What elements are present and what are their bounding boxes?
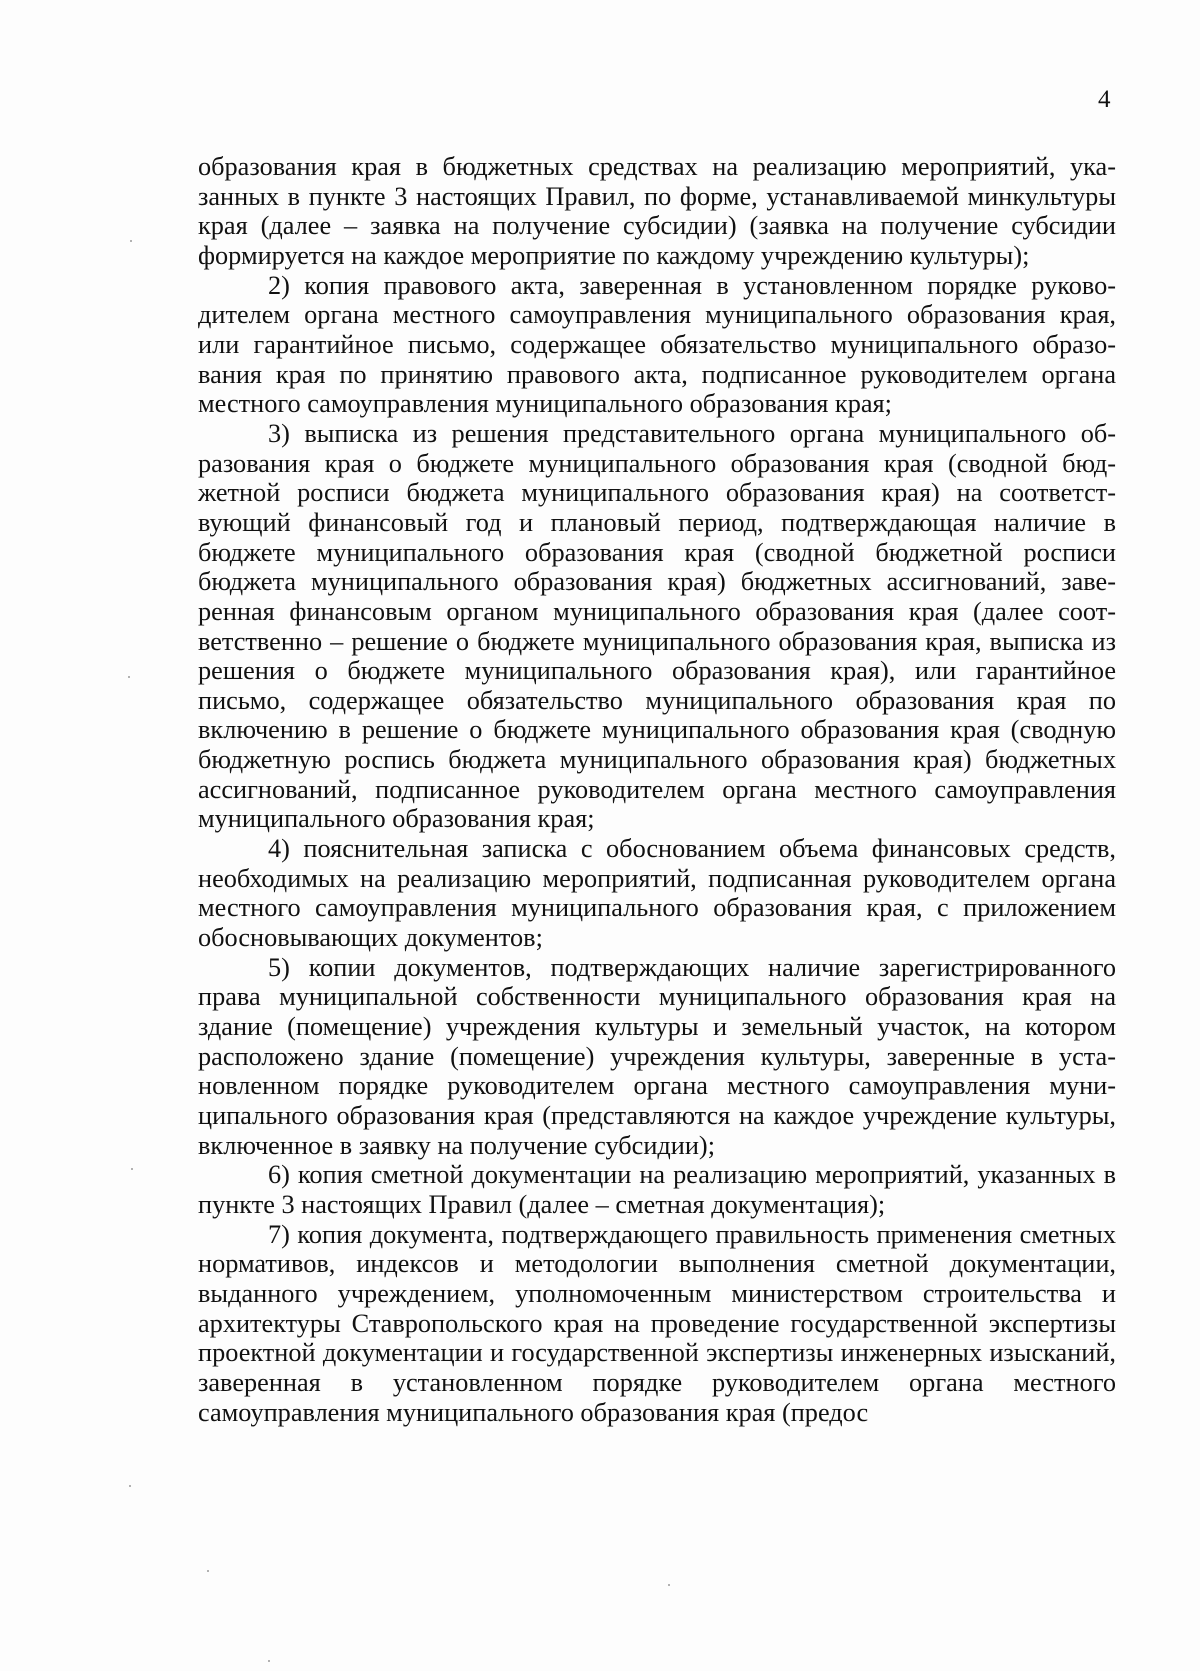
- scan-speck: [131, 1168, 133, 1170]
- scan-speck: [130, 240, 132, 242]
- document-body: [198, 152, 1116, 1427]
- scan-speck: [129, 1485, 131, 1487]
- scan-speck: [268, 1660, 270, 1662]
- paragraph-item-5: 5) копии документов, подтверждающих наличие зарегистрированного права муниципальной собственности муниципального образования края на здание (помещение) учреждения культуры и земельный участок, на котором расположено здание (помещение) учреждения культуры, заверенные в установленном порядке руководителем органа местного самоуправления муниципального образования края (представляются на каждое учреждение культуры, включенное в заявку на получение субсидии);: [198, 952, 1116, 1160]
- paragraph-item-3: 3) выписка из решения представительного органа муниципального образования края о бюджете муниципального образования края (сводной бюджетной росписи бюджета муниципального образования края) на соответствующий финансовый год и плановый период, подтверждающая наличие в бюджете муниципального образования края (сводной бюджетной росписи бюджета муниципального образования края) бюджетных ассигнований, заверенная финансовым органом муниципального образования края (далее соответственно – решение о бюджете муниципального образования края, выписка из решения о бюджете муниципального образования края), или гарантийное письмо, содержащее обязательство муниципального образования края по включению в решение о бюджете муниципального образования края (сводную бюджетную роспись бюджета муниципального образования края) бюджетных ассигнований, подписанное руководителем органа местного самоуправления муниципального образования края;: [198, 418, 1116, 834]
- scan-speck: [668, 1584, 670, 1586]
- paragraph-item-7: 7) копия документа, подтверждающего правильность применения сметных нормативов, индексов и методологии выполнения сметной документации, выданного учреждением, уполномоченным министерством строительства и архитектуры Ставропольского края на проведение государственной экспертизы проектной документации и государственной экспертизы инженерных изысканий, заверенная в установленном порядке руководителем органа местного самоуправления муниципального образования края (предос: [198, 1219, 1116, 1427]
- paragraph-item-6: 6) копия сметной документации на реализацию мероприятий, указанных в пункте 3 настоящих Правил (далее – сметная документация);: [198, 1160, 1116, 1219]
- paragraph-item-4: 4) пояснительная записка с обоснованием объема финансовых средств, необходимых на реализацию мероприятий, подписанная руководителем органа местного самоуправления муниципального образования края, с приложением обосновывающих документов;: [198, 834, 1116, 953]
- scan-speck: [207, 1570, 209, 1572]
- paragraph-item-2: 2) копия правового акта, заверенная в установленном порядке руководителем органа местного самоуправления муниципального образования края, или гарантийное письмо, содержащее обязательство муниципального образования края по принятию правового акта, подписанное руководителем органа местного самоуправления муниципального образования края;: [198, 270, 1116, 419]
- page-number: 4: [1098, 86, 1111, 113]
- scan-speck: [128, 676, 130, 678]
- paragraph-continuation: образования края в бюджетных средствах на реализацию мероприятий, указанных в пункте 3 настоящих Правил, по форме, устанавливаемой минкультуры края (далее – заявка на получение субсидии) (заявка на получение субсидии формируется на каждое мероприятие по каждому учреждению культуры);: [198, 152, 1116, 270]
